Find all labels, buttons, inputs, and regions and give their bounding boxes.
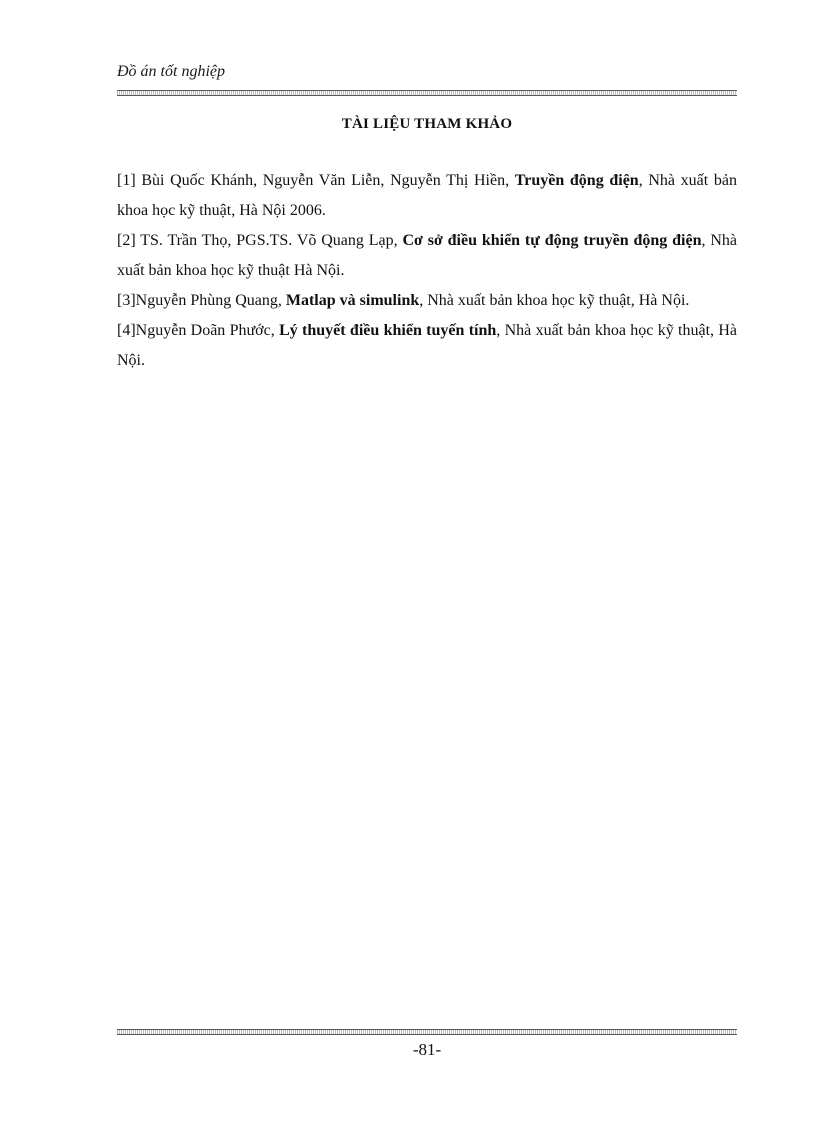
header-divider (117, 90, 737, 96)
reference-authors: [3]Nguyễn Phùng Quang, (117, 292, 286, 309)
running-header: Đồ án tốt nghiệp (117, 63, 225, 80)
reference-authors: [1] Bùi Quốc Khánh, Nguyễn Văn Liễn, Nguyễn Thị Hiền, (117, 172, 515, 189)
reference-authors: [4]Nguyễn Doãn Phước, (117, 322, 280, 339)
reference-publisher: , Nhà xuất bản khoa học kỹ thuật, Hà Nội. (117, 322, 737, 369)
reference-publisher: , Nhà xuất bản khoa học kỹ thuật, Hà Nội 2006. (117, 172, 737, 219)
reference-item-1 (117, 166, 737, 226)
reference-publisher: , Nhà xuất bản khoa học kỹ thuật, Hà Nội. (419, 292, 690, 309)
page-title: TÀI LIỆU THAM KHẢO (341, 116, 513, 132)
reference-book-title: Cơ sở điều khiển tự động truyền động điện (402, 232, 702, 249)
footer-divider (117, 1029, 737, 1035)
reference-book-title: Lý thuyết điều khiển tuyến tính (279, 322, 497, 339)
reference-list (117, 166, 737, 376)
reference-authors: [2] TS. Trần Thọ, PGS.TS. Võ Quang Lạp, (117, 232, 403, 249)
reference-book-title: Matlap và simulink (285, 292, 420, 309)
reference-publisher: , Nhà xuất bản khoa học kỹ thuật Hà Nội. (117, 232, 738, 279)
reference-item-3 (117, 286, 737, 316)
reference-book-title: Truyền động điện (514, 172, 639, 189)
reference-item-4 (117, 316, 737, 376)
reference-item-2 (117, 226, 737, 286)
page-number: -81- (412, 1040, 442, 1059)
